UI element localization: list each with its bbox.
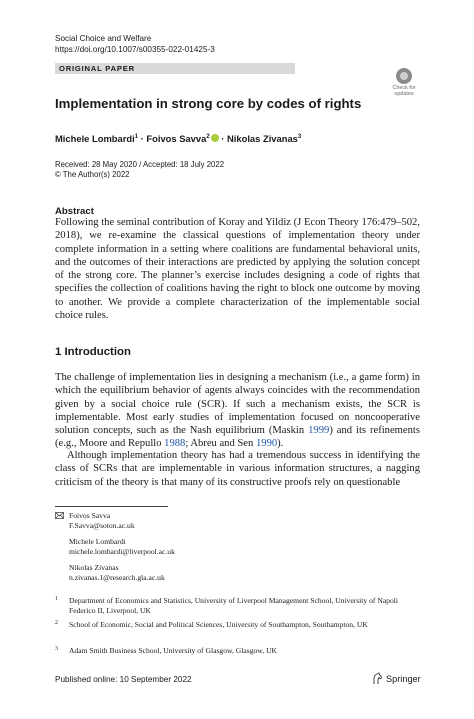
copyright-notice: © The Author(s) 2022 — [55, 170, 130, 179]
check-for-updates-badge[interactable] — [387, 68, 421, 100]
affiliation-text: Adam Smith Business School, University of Glasgow, Glasgow, UK — [69, 646, 278, 655]
text-run: ; Abreu and Sen — [185, 438, 256, 450]
abstract-text: Following the seminal contribution of Koray and Yildiz (J Econ Theory 176:479–502, 2018), we re-examine the classical questions of implementation theory under complete information in a setting where coalitions are fundamental behavioral units, and the outcomes of their interactions are predicted by applying the solution concept of the strong core. The planner’s exercise includes designing a code of rights that specifies the collection of coalitions having the right to block one outcome by moving to another. We provide a complete characterization of the implementable social choice rules. — [55, 217, 420, 322]
contact-email[interactable]: n.zivanas.1@research.gla.ac.uk — [69, 573, 165, 582]
section-label: ORIGINAL PAPER — [59, 64, 135, 73]
check-for-updates-icon — [396, 68, 412, 84]
author-separator: · — [218, 133, 228, 145]
orcid-icon[interactable] — [211, 134, 219, 142]
author-affiliation-mark: 2 — [206, 134, 210, 140]
intro-paragraph-2: Although implementation theory has had a tremendous success in identifying the class of SCRs that are implementable in various information structures, a nagging criticism of the theory is that many of its constructive proofs rely on questionable — [55, 450, 420, 488]
contact-name: Michele Lombardi — [69, 537, 126, 546]
doi-link[interactable]: https://doi.org/10.1007/s00355-022-01425-3 — [55, 45, 215, 54]
author-name: Nikolas Zivanas — [227, 133, 298, 145]
check-for-updates-line1: Check for — [392, 85, 416, 91]
citation-link[interactable]: 1988 — [164, 438, 186, 450]
author-affiliation-mark: 3 — [297, 134, 302, 140]
paper-title: Implementation in strong core by codes of rights — [55, 96, 362, 111]
section-label-bar — [55, 63, 295, 74]
published-online-date: Published online: 10 September 2022 — [55, 675, 192, 684]
footnote-divider — [55, 506, 168, 507]
citation-link[interactable]: 1990 — [255, 438, 278, 450]
affiliation-text: School of Economic, Social and Political Sciences, University of Southampton, Southampton, UK — [69, 620, 368, 629]
author-separator: · — [138, 133, 147, 145]
contact-email[interactable]: michele.lombardi@liverpool.ac.uk — [69, 547, 175, 556]
intro-paragraph-1 — [55, 371, 420, 451]
text-run: ). — [277, 438, 284, 450]
text-run: ) and its refinements (e.g., Moore and Repullo — [55, 425, 420, 450]
author-list — [55, 131, 301, 145]
author-name: Michele Lombardi — [55, 133, 135, 145]
contact-name: Foivos Savva — [69, 511, 111, 520]
section-heading-introduction: 1 Introduction — [55, 346, 131, 358]
contact-name: Nikolas Zivanas — [69, 563, 119, 572]
citation-link[interactable]: 1999 — [308, 425, 330, 437]
springer-horse-icon — [372, 672, 383, 685]
affiliation-number: 2 — [55, 620, 58, 626]
abstract-heading: Abstract — [55, 206, 94, 217]
received-accepted-dates: Received: 28 May 2020 / Accepted: 18 July 2022 — [55, 160, 225, 169]
publisher-name: Springer — [386, 674, 421, 684]
author-affiliation-mark: 1 — [134, 134, 139, 140]
envelope-icon — [55, 512, 64, 519]
journal-name: Social Choice and Welfare — [55, 34, 152, 43]
affiliation-text: Department of Economics and Statistics, University of Liverpool Management School, University of Napoli Federico II, Liverpool, UK — [69, 596, 398, 616]
check-for-updates-line2: updates — [394, 91, 414, 97]
affiliation-number: 1 — [55, 596, 58, 602]
affiliation-number: 3 — [55, 646, 58, 652]
text-run: The challenge of implementation lies in designing a mechanism (i.e., a game form) in which the equilibrium behavior of agents always coincides with the recommendation given by a social choice rule (SCR). If such a mechanism exists, the SCR is implementable. Most early studies of implementation focused on noncooperative solution concepts, such as the Nash equilibrium (Maskin — [55, 372, 420, 437]
contact-email[interactable]: F.Savva@soton.ac.uk — [69, 521, 135, 530]
author-name: Foivos Savva — [146, 133, 207, 145]
